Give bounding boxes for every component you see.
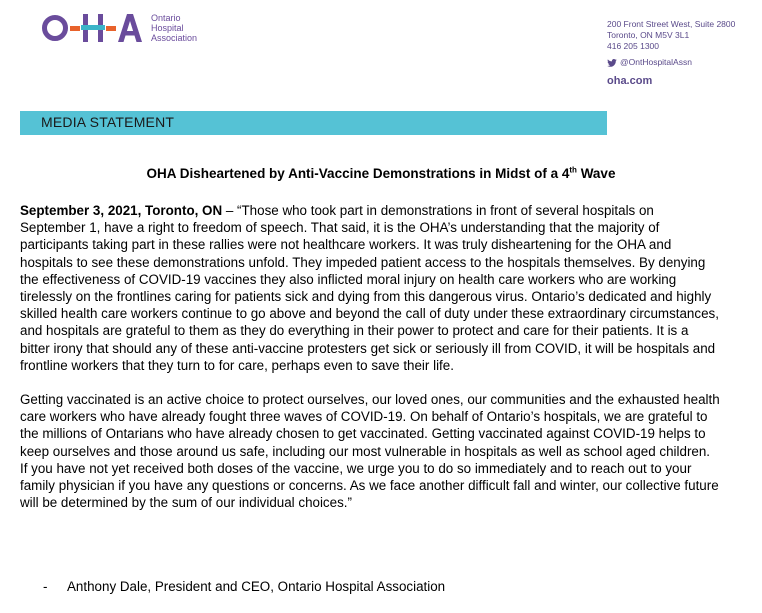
dateline: September 3, 2021, Toronto, ON — [20, 203, 223, 218]
contact-block — [607, 19, 735, 87]
org-line-2: Hospital — [151, 23, 184, 33]
signature-line — [43, 578, 445, 595]
logo-letter-o — [42, 15, 68, 41]
address-line-1: 200 Front Street West, Suite 2800 — [607, 19, 736, 29]
twitter-bird-icon — [607, 59, 617, 67]
address-line-2: Toronto, ON M5V 3L1 — [607, 30, 690, 40]
signature-text: Anthony Dale, President and CEO, Ontario Hospital Association — [67, 579, 446, 594]
banner-label: MEDIA STATEMENT — [41, 114, 175, 130]
org-line-1: Ontario — [151, 13, 181, 23]
logo-org-name — [151, 13, 197, 43]
org-line-3: Association — [151, 33, 198, 43]
media-statement-banner — [20, 111, 607, 135]
logo-orange-bar-2 — [106, 26, 116, 31]
paragraph-1-text: “Those who took part in demonstrations in front of several hospitals on September 1, have a right to freedom of speech. That said, it is the OHA’s understanding that the majority of participants taking part in these rallies were not healthcare workers. It was truly disheartening for the OHA and hospitals to see these demonstrations unfold. They impeded patient access to the hospitals themselves. By denying the effectiveness of COVID-19 vaccines they also inflicted moral injury on health care workers who are working tirelessly on the frontlines caring for patients sick and dying from this dangerous virus. Ontario’s dedicated and highly skilled health care workers continue to go above and beyond the call of duty under these extraordinary circumstances, and hospitals are grateful to them as they do everything in their power to protect and care for their patients. It is a bitter irony that should any of these anti-vaccine protesters get sick or seriously ill from COVID, it will be hospitals and frontline workers that they turn to for care, perhaps even to save their life. — [20, 203, 719, 373]
website-link[interactable]: oha.com — [607, 75, 653, 87]
twitter-row[interactable] — [607, 57, 735, 68]
statement-body — [20, 202, 720, 528]
logo-letter-a — [117, 14, 143, 42]
statement-title — [0, 166, 762, 181]
oha-logo — [42, 12, 197, 44]
signature-dash: - — [43, 579, 48, 594]
title-end: Wave — [576, 166, 616, 181]
paragraph-2: Getting vaccinated is an active choice to protect ourselves, our loved ones, our communities and the exhausted health care workers who have already fought three waves of COVID-19. On behalf of Ontario’s hospitals, we are grateful to the millions of Ontarians who have already chosen to get vaccinated. Getting vaccinated against COVID-19 helps to keep ourselves and those around us safe, including our most vulnerable in hospitals as well as school aged children. If you have not yet received both doses of the vaccine, we urge you to do so immediately and to reach out to your family physician if you have any questions or concerns. As we face another difficult fall and winter, our collective future will be determined by the sum of our individual choices.” — [20, 392, 720, 511]
twitter-handle[interactable]: @OntHospitalAssn — [620, 57, 692, 67]
paragraph-1 — [20, 202, 720, 374]
title-superscript: th — [569, 165, 577, 175]
title-text: OHA Disheartened by Anti-Vaccine Demonstrations in Midst of a 4 — [146, 166, 570, 181]
dateline-separator: – — [222, 203, 238, 218]
phone-number: 416 205 1300 — [607, 41, 659, 51]
logo-mark — [42, 12, 143, 44]
logo-orange-bar — [70, 26, 80, 31]
logo-letter-h — [81, 14, 105, 42]
